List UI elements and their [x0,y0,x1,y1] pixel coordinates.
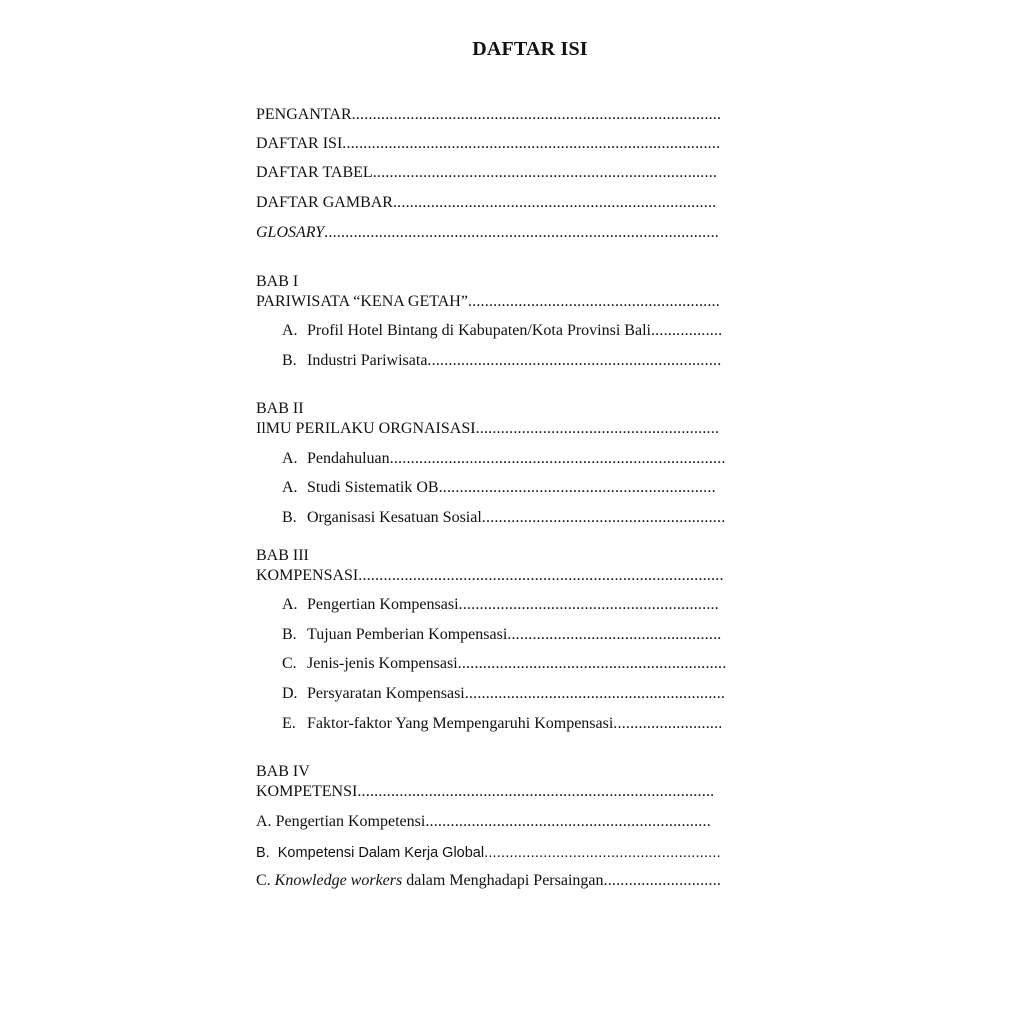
toc-entry [256,566,724,586]
dot-leader: ..................................................................................... [357,783,715,800]
toc-entry-label: Persyaratan Kompensasi [307,685,465,702]
item-marker: A. [282,596,298,613]
toc-entry-label: Jenis-jenis Kompensasi [307,655,458,672]
dot-leader: .................................................................. [438,479,716,496]
toc-entry-label: DAFTAR ISI [256,135,343,152]
toc-entry-label: PENGANTAR [256,106,352,123]
chapter-title: IlMU PERILAKU ORGNAISASI [256,420,476,437]
dot-leader: ............................................................ [467,293,720,310]
dot-leader: .......................................................................................... [342,135,721,152]
toc-entry-label: Tujuan Pemberian Kompensasi [307,626,508,643]
chapter-title: PARIWISATA “KENA GETAH” [256,293,468,310]
toc-entry-label: DAFTAR GAMBAR [256,194,393,211]
dot-leader: .................................................................... [425,813,711,830]
toc-entry-label: Studi Sistematik OB [307,479,439,496]
item-marker: B. [282,352,297,369]
chapter-heading: BAB IV [256,763,310,780]
dot-leader: .......................................................... [475,420,720,437]
dot-leader: ................. [650,322,723,339]
toc-entry-label: GLOSARY [256,224,325,241]
dot-leader: .............................................................................................. [324,224,719,241]
page-title: DAFTAR ISI [472,38,588,60]
toc-entry [256,292,722,312]
item-marker: A. [282,450,298,467]
item-marker: A. [256,813,272,830]
toc-entry-label-italic: Knowledge workers [274,872,403,889]
dot-leader: .................................................................................. [372,164,718,181]
toc-entry-label: Industri Pariwisata [307,352,428,369]
toc-entry [282,321,723,341]
toc-entry-label: Organisasi Kesatuan Sosial [307,509,482,526]
item-marker: E. [282,715,296,732]
item-marker: B. [282,626,297,643]
toc-entry [256,193,716,213]
toc-entry [282,351,723,371]
item-marker: B. [282,509,297,526]
item-marker: A. [282,479,298,496]
toc-entry [256,163,718,183]
dot-leader: .......................................................... [481,509,726,526]
toc-entry [256,223,722,243]
toc-entry [256,105,724,125]
dot-leader: ............................ [603,872,722,889]
dot-leader: ................................................... [507,626,722,643]
toc-entry-label: Faktor-faktor Yang Mempengaruhi Kompensasi [307,715,614,732]
toc-entry [282,684,725,704]
toc-entry-label: DAFTAR TABEL [256,164,373,181]
chapter-heading: BAB II [256,400,304,417]
dot-leader: .............................................................. [458,596,719,613]
toc-entry [282,478,718,498]
toc-entry [282,654,726,674]
toc-entry-label: Profil Hotel Bintang di Kabupaten/Kota Provinsi Bali [307,322,651,339]
toc-entry [282,625,723,645]
toc-entry [256,134,722,154]
toc-entry [256,419,722,439]
toc-entry [256,871,722,891]
item-marker: B. [256,845,270,861]
toc-entry [282,714,723,734]
toc-entry [282,595,722,615]
item-marker: C. [256,872,271,889]
dot-leader: ................................................................ [457,655,726,672]
toc-entry [256,812,711,832]
toc-entry [282,508,726,528]
dot-leader: ....................................................................................... [358,567,724,584]
toc-entry-label: Kompetensi Dalam Kerja Global [277,845,485,861]
chapter-heading: BAB III [256,547,309,564]
toc-entry-label: Pengertian Kompetensi [275,813,426,830]
chapter-title: KOMPENSASI [256,567,359,584]
dot-leader: ................................................................................ [389,450,726,467]
dot-leader: ........................................................................................ [351,106,722,123]
dot-leader: ...................................................................... [427,352,722,369]
toc-entry-label: Pendahuluan [307,450,390,467]
dot-leader: ............................................................................. [392,194,716,211]
toc-entry [282,449,726,469]
dot-leader: ........................................................ [484,845,721,861]
item-marker: A. [282,322,298,339]
dot-leader: .............................................................. [464,685,725,702]
toc-entry-label: Pengertian Kompensasi [307,596,459,613]
toc-entry [256,843,721,863]
chapter-heading: BAB I [256,273,299,290]
item-marker: C. [282,655,297,672]
toc-entry [256,782,716,802]
chapter-title: KOMPETENSI [256,783,358,800]
item-marker: D. [282,685,298,702]
toc-entry-label: dalam Menghadapi Persaingan [402,872,604,889]
dot-leader: .......................... [613,715,723,732]
